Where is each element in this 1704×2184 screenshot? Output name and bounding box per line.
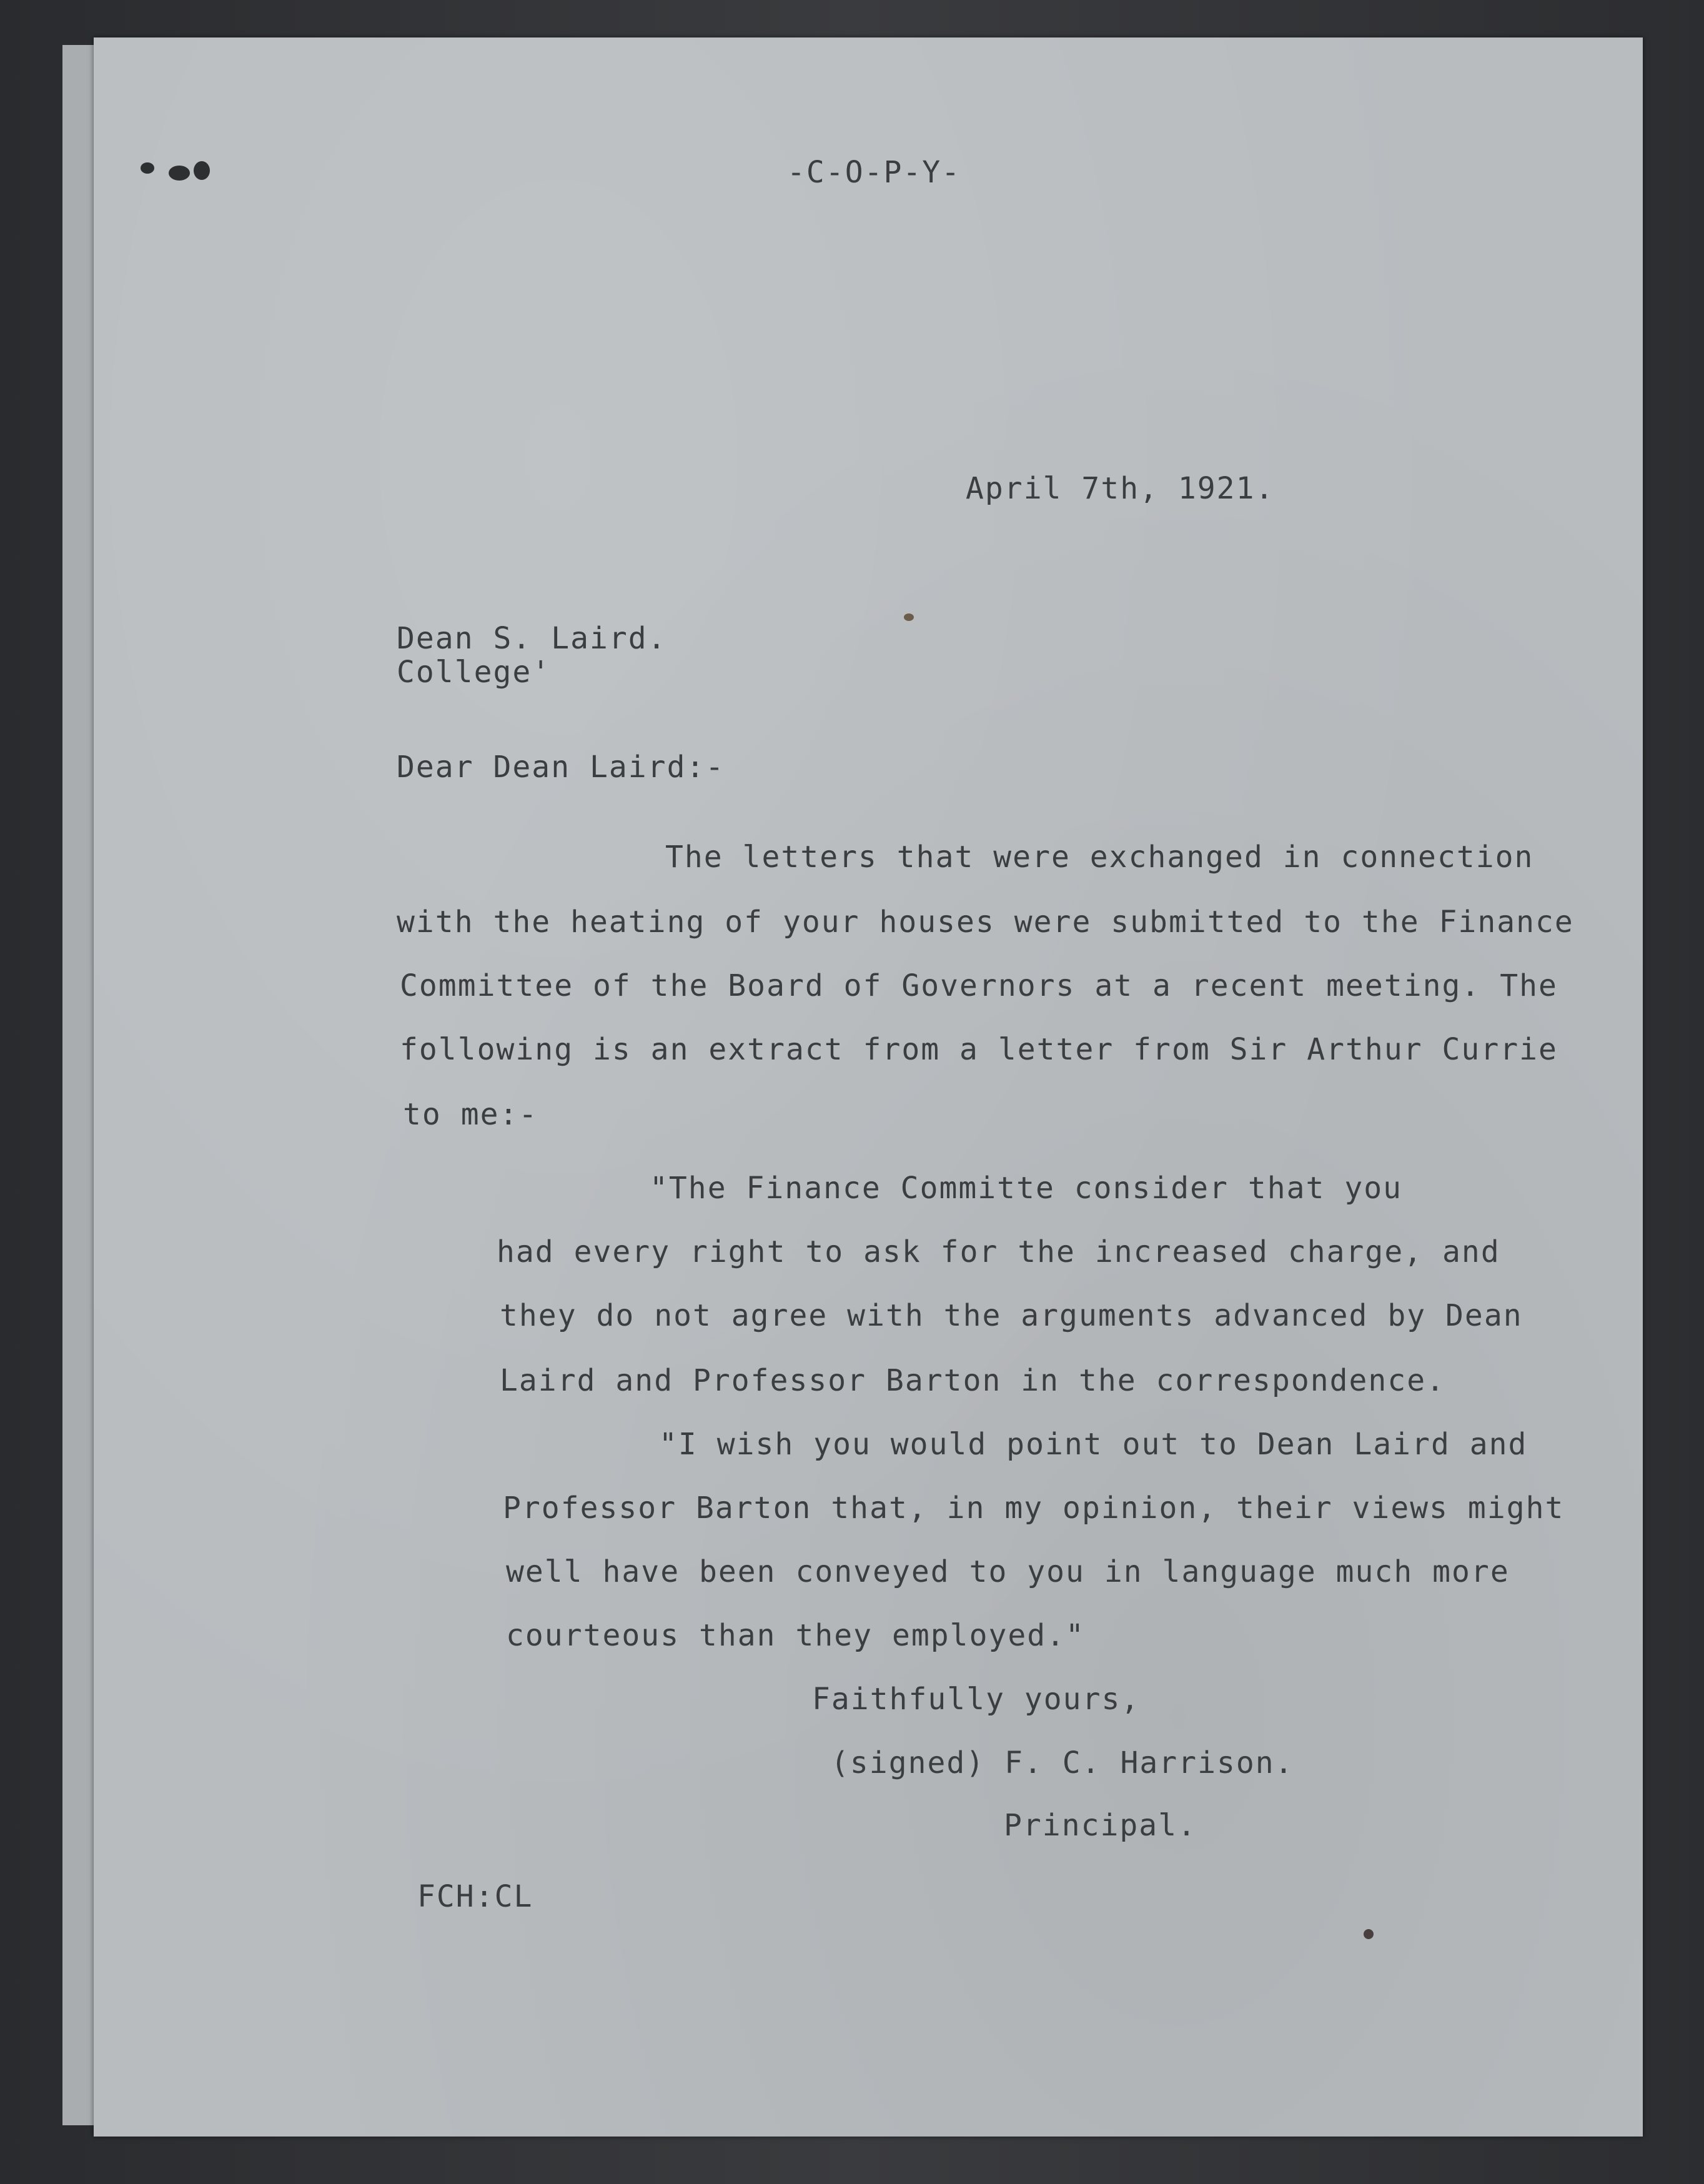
letter-page <box>94 37 1643 2137</box>
quote-line: Professor Barton that, in my opinion, their views might <box>503 1491 1565 1526</box>
signer-title: Principal. <box>1004 1808 1197 1843</box>
quote-line: well have been conveyed to you in language much more <box>506 1554 1510 1589</box>
quote-line: they do not agree with the arguments advanced by Dean <box>500 1298 1523 1333</box>
salutation: Dear Dean Laird:- <box>397 750 725 785</box>
quote-line: Laird and Professor Barton in the correspondence. <box>500 1363 1446 1398</box>
recipient-name: Dean S. Laird. <box>397 621 667 656</box>
ink-smudge <box>194 161 210 180</box>
ink-dot <box>1364 1929 1374 1939</box>
body-line: to me:- <box>403 1097 538 1132</box>
reference-initials: FCH:CL <box>417 1879 533 1914</box>
copy-heading: -C-O-P-Y- <box>787 155 961 190</box>
body-line: with the heating of your houses were submitted to the Finance <box>397 905 1574 940</box>
signature: (signed) F. C. Harrison. <box>831 1745 1294 1780</box>
ink-speck <box>904 613 914 621</box>
body-line: Committee of the Board of Governors at a recent meeting. The <box>400 968 1558 1003</box>
quote-line: had every right to ask for the increased charge, and <box>497 1234 1500 1269</box>
body-line: following is an extract from a letter from Sir Arthur Currie <box>400 1032 1558 1067</box>
body-line: The letters that were exchanged in connection <box>665 840 1534 875</box>
quote-line: "The Finance Committe consider that you <box>650 1171 1403 1206</box>
letter-date: April 7th, 1921. <box>966 471 1275 506</box>
quote-line: courteous than they employed." <box>506 1618 1085 1653</box>
quote-line: "I wish you would point out to Dean Laird and <box>659 1427 1528 1462</box>
closing: Faithfully yours, <box>812 1682 1141 1717</box>
ink-smudge <box>169 166 190 181</box>
recipient-place: College' <box>397 655 552 690</box>
ink-smudge <box>141 162 154 174</box>
